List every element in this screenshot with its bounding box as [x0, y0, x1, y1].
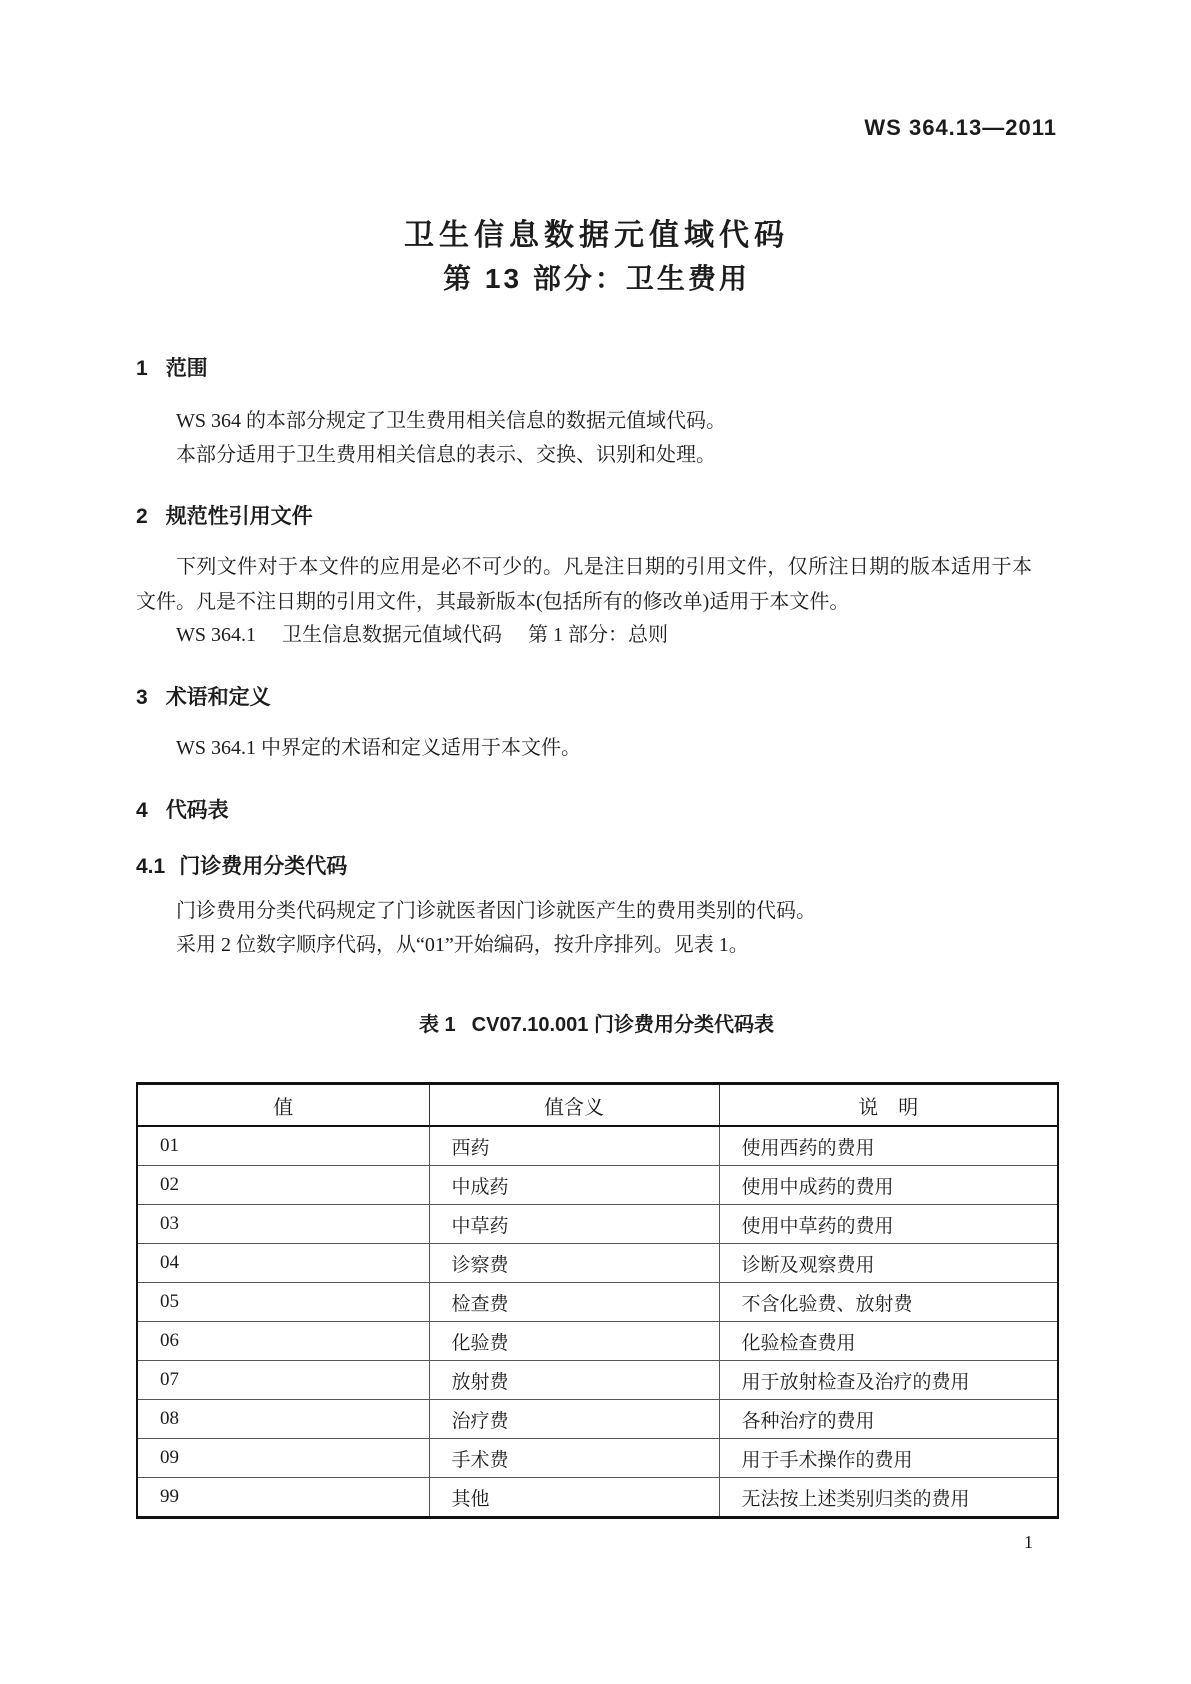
table-cell: 04 [137, 1244, 429, 1283]
table-cell: 诊断及观察费用 [719, 1244, 1058, 1283]
table-cell: 诊察费 [429, 1244, 719, 1283]
code-table [136, 1082, 1059, 1519]
table-row [137, 1166, 1058, 1205]
table-header-meaning: 值含义 [429, 1084, 719, 1127]
table-row [137, 1478, 1058, 1518]
table-cell: 使用中成药的费用 [719, 1166, 1058, 1205]
page-number: 1 [1024, 1532, 1033, 1552]
table-cell: 05 [137, 1283, 429, 1322]
reference-title: 卫生信息数据元值域代码 [282, 624, 502, 646]
table-cell: 检查费 [429, 1283, 719, 1322]
table-header-description: 说 明 [719, 1084, 1058, 1127]
section-3-paragraph-1: WS 364.1 中界定的术语和定义适用于本文件。 [176, 737, 581, 759]
table-cell: 用于手术操作的费用 [719, 1439, 1058, 1478]
table-1-caption-label: 表 1 [418, 1014, 456, 1036]
table-1-container [136, 1082, 1057, 1519]
table-cell: 09 [137, 1439, 429, 1478]
table-cell: 用于放射检查及治疗的费用 [719, 1361, 1058, 1400]
section-1-paragraph-1: WS 364 的本部分规定了卫生费用相关信息的数据元值域代码。 [176, 410, 726, 432]
table-cell: 无法按上述类别归类的费用 [719, 1478, 1058, 1518]
table-row [137, 1361, 1058, 1400]
table-cell: 化验费 [429, 1322, 719, 1361]
section-4-1-heading [136, 850, 347, 880]
table-header [137, 1084, 1058, 1127]
table-1-caption [136, 1008, 1057, 1037]
table-cell: 使用西药的费用 [719, 1126, 1058, 1166]
table-cell: 06 [137, 1322, 429, 1361]
table-cell: 08 [137, 1400, 429, 1439]
table-row [137, 1283, 1058, 1322]
section-4-1-title: 门诊费用分类代码 [179, 855, 348, 878]
reference-code: WS 364.1 [176, 624, 256, 646]
section-2-heading [136, 500, 313, 530]
section-2-paragraph-1: 下列文件对于本文件的应用是必不可少的。凡是注日期的引用文件，仅所注日期的版本适用于本文件。凡是不注日期的引用文件，其最新版本(包括所有的修改单)适用于本文件。 [136, 556, 1032, 613]
table-cell: 各种治疗的费用 [719, 1400, 1058, 1439]
table-cell: 手术费 [429, 1439, 719, 1478]
table-cell: 中草药 [429, 1205, 719, 1244]
table-1-caption-text: CV07.10.001 门诊费用分类代码表 [471, 1014, 774, 1036]
section-1-heading [136, 352, 208, 382]
section-3-number: 3 [136, 686, 148, 709]
table-row [137, 1322, 1058, 1361]
table-cell: 化验检查费用 [719, 1322, 1058, 1361]
standard-number: WS 364.13—2011 [864, 115, 1057, 140]
table-cell: 放射费 [429, 1361, 719, 1400]
table-cell: 不含化验费、放射费 [719, 1283, 1058, 1322]
section-3-title: 术语和定义 [165, 686, 271, 709]
table-body [137, 1126, 1058, 1518]
table-cell: 03 [137, 1205, 429, 1244]
section-2-reference [136, 618, 1057, 653]
table-row [137, 1439, 1058, 1478]
table-cell: 其他 [429, 1478, 719, 1518]
section-4-1-number: 4.1 [136, 855, 166, 878]
table-header-row [137, 1084, 1058, 1127]
table-cell: 西药 [429, 1126, 719, 1166]
table-cell: 99 [137, 1478, 429, 1518]
table-cell: 01 [137, 1126, 429, 1166]
table-row [137, 1244, 1058, 1283]
section-4-1-paragraph-1: 门诊费用分类代码规定了门诊就医者因门诊就医产生的费用类别的代码。 [176, 900, 816, 922]
table-row [137, 1400, 1058, 1439]
section-2-number: 2 [136, 505, 148, 528]
section-4-heading [136, 794, 229, 824]
table-header-value: 值 [137, 1084, 429, 1127]
table-cell: 中成药 [429, 1166, 719, 1205]
section-1-paragraph-2: 本部分适用于卫生费用相关信息的表示、交换、识别和处理。 [176, 444, 716, 466]
document-title-line2: 第 13 部分：卫生费用 [443, 263, 750, 294]
section-1-title: 范围 [165, 357, 208, 380]
document-title-line1: 卫生信息数据元值域代码 [404, 219, 789, 252]
section-4-title: 代码表 [165, 799, 229, 822]
table-row [137, 1126, 1058, 1166]
section-4-number: 4 [136, 799, 148, 822]
reference-part: 第 1 部分：总则 [528, 624, 668, 646]
table-cell: 治疗费 [429, 1400, 719, 1439]
section-4-1-paragraph-2: 采用 2 位数字顺序代码，从“01”开始编码，按升序排列。见表 1。 [176, 934, 749, 956]
table-cell: 使用中草药的费用 [719, 1205, 1058, 1244]
table-cell: 02 [137, 1166, 429, 1205]
section-2-title: 规范性引用文件 [165, 505, 313, 528]
table-row [137, 1205, 1058, 1244]
table-cell: 07 [137, 1361, 429, 1400]
section-3-heading [136, 681, 271, 711]
section-1-number: 1 [136, 357, 148, 380]
